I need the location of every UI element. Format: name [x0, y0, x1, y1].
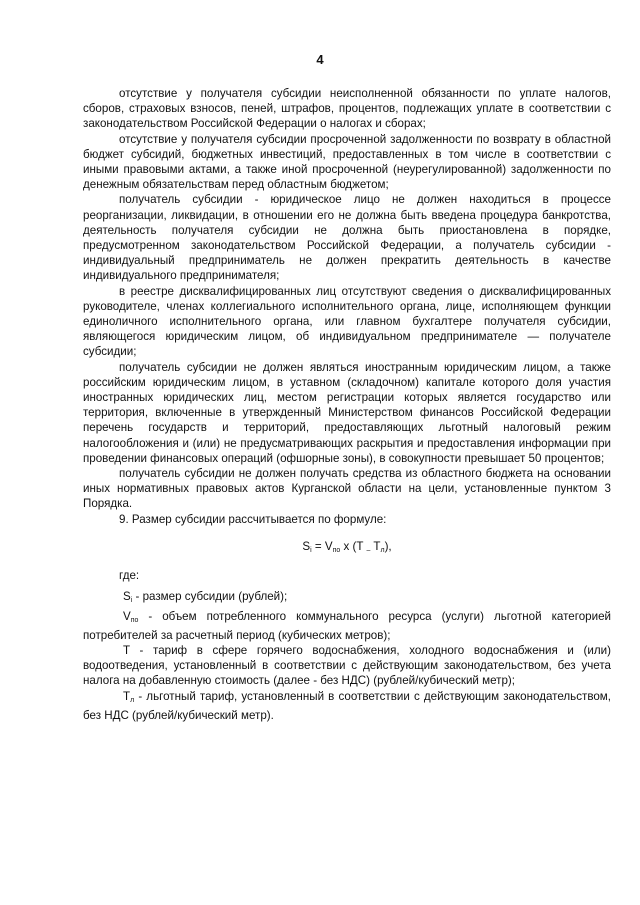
definition-tl-sym: T: [123, 689, 131, 703]
formula-eq: = V: [311, 539, 333, 553]
formula-v-sub: по: [332, 546, 341, 554]
paragraph-no-tax-debt: отсутствие у получателя субсидии неисполненной обязанности по уплате налогов, сборов, страховых взносов, пеней, штрафов, процентов, подлежащих уплате в соответствии с законодательством Российской Федерации о налогах и сборах;: [83, 87, 611, 131]
formula-s: S: [302, 539, 311, 553]
formula-part3: ),: [384, 539, 392, 553]
page-number: 4: [316, 52, 324, 67]
paragraph-disqualified-registry: в реестре дисквалифицированных лиц отсутствуют сведения о дисквалифицированных руководителе, членах коллегиального исполнительного органа, лице, исполняющем функции единоличного исполнительного органа, или главном бухгалтере получателя субсидии, являющегося юридическим лицом, об индивидуальном предпринимателе — получателе субсидии;: [83, 284, 611, 359]
definition-tl: [83, 689, 611, 723]
formula-s-sub: i: [310, 546, 312, 554]
paragraph-no-budget-debt: отсутствие у получателя субсидии просроченной задолженности по возврату в областной бюджет субсидий, бюджетных инвестиций, предоставленных в том числе в соответствии с иными правовыми актами, а также иной просроченной (неурегулированной) задолженности по денежным обязательствам перед областным бюджетом;: [83, 132, 611, 192]
paragraph-formula-intro: 9. Размер субсидии рассчитывается по формуле:: [119, 512, 387, 526]
formula-minus: –: [366, 546, 371, 554]
paragraph-not-foreign-entity: получатель субсидии не должен являться иностранным юридическим лицом, а также российским юридическим лицом, в уставном (складочном) капитале которого доля участия иностранных юридических лиц, местом регистрации которых является государство или территория, включенные в утвержденный Министерством финансов Российской Федерации перечень государств и территорий, предоставляющих льготный налоговый режим налогообложения и (или) не предусматривающих раскрытия и предоставления информации при проведении финансовых операций (офшорные зоны), в совокупности превышает 50 процентов;: [83, 360, 611, 465]
document-body: [83, 86, 611, 723]
definition-t: [83, 643, 611, 689]
definition-t-text: - тариф в сфере горячего водоснабжения, холодного водоснабжения и (или) водоотведения, установленный в соответствии с действующим законодательством, без учета налога на добавленную стоимость (далее - без НДС) (рублей/кубический метр);: [83, 643, 611, 688]
definition-si-sym: S: [123, 590, 131, 604]
formula-part1: x (T: [340, 539, 367, 553]
definition-si-sub: i: [130, 597, 133, 605]
definition-tl-text: - льготный тариф, установленный в соответствии с действующим законодательством, без НДС (рублей/кубический метр).: [83, 689, 611, 722]
paragraph-no-other-funds: получатель субсидии не должен получать средства из областного бюджета на основании иных нормативных правовых актов Курганской области на цели, установленные пунктом 3 Порядка.: [83, 467, 611, 511]
definition-t-sym: T: [123, 643, 130, 657]
paragraph-no-reorganization: получатель субсидии - юридическое лицо не должен находиться в процессе реорганизации, ликвидации, в отношении его не должна быть введена процедура банкротства, деятельность получателя субсидии не должна быть приостановлена в порядке, предусмотренном законодательством Российской Федерации, а получатель субсидии - индивидуальный предприниматель не должен прекратить деятельность в качестве индивидуального предпринимателя;: [83, 193, 611, 283]
definition-si: [83, 589, 611, 608]
formula-t-sub: л: [380, 546, 385, 554]
where-label: где:: [119, 569, 140, 583]
definition-vpo-text: - объем потребленного коммунального ресурса (услуги) льготной категорией потребителей за расчетный период (кубических метров);: [83, 609, 611, 642]
definition-vpo: [83, 609, 611, 643]
definition-vpo-sub: по: [130, 616, 139, 624]
definition-si-text: - размер субсидии (рублей);: [132, 590, 288, 604]
definition-tl-sub: л: [130, 696, 135, 704]
formula-part2: T: [370, 539, 381, 553]
subsidy-formula: [83, 539, 611, 558]
definition-vpo-sym: V: [123, 609, 131, 623]
